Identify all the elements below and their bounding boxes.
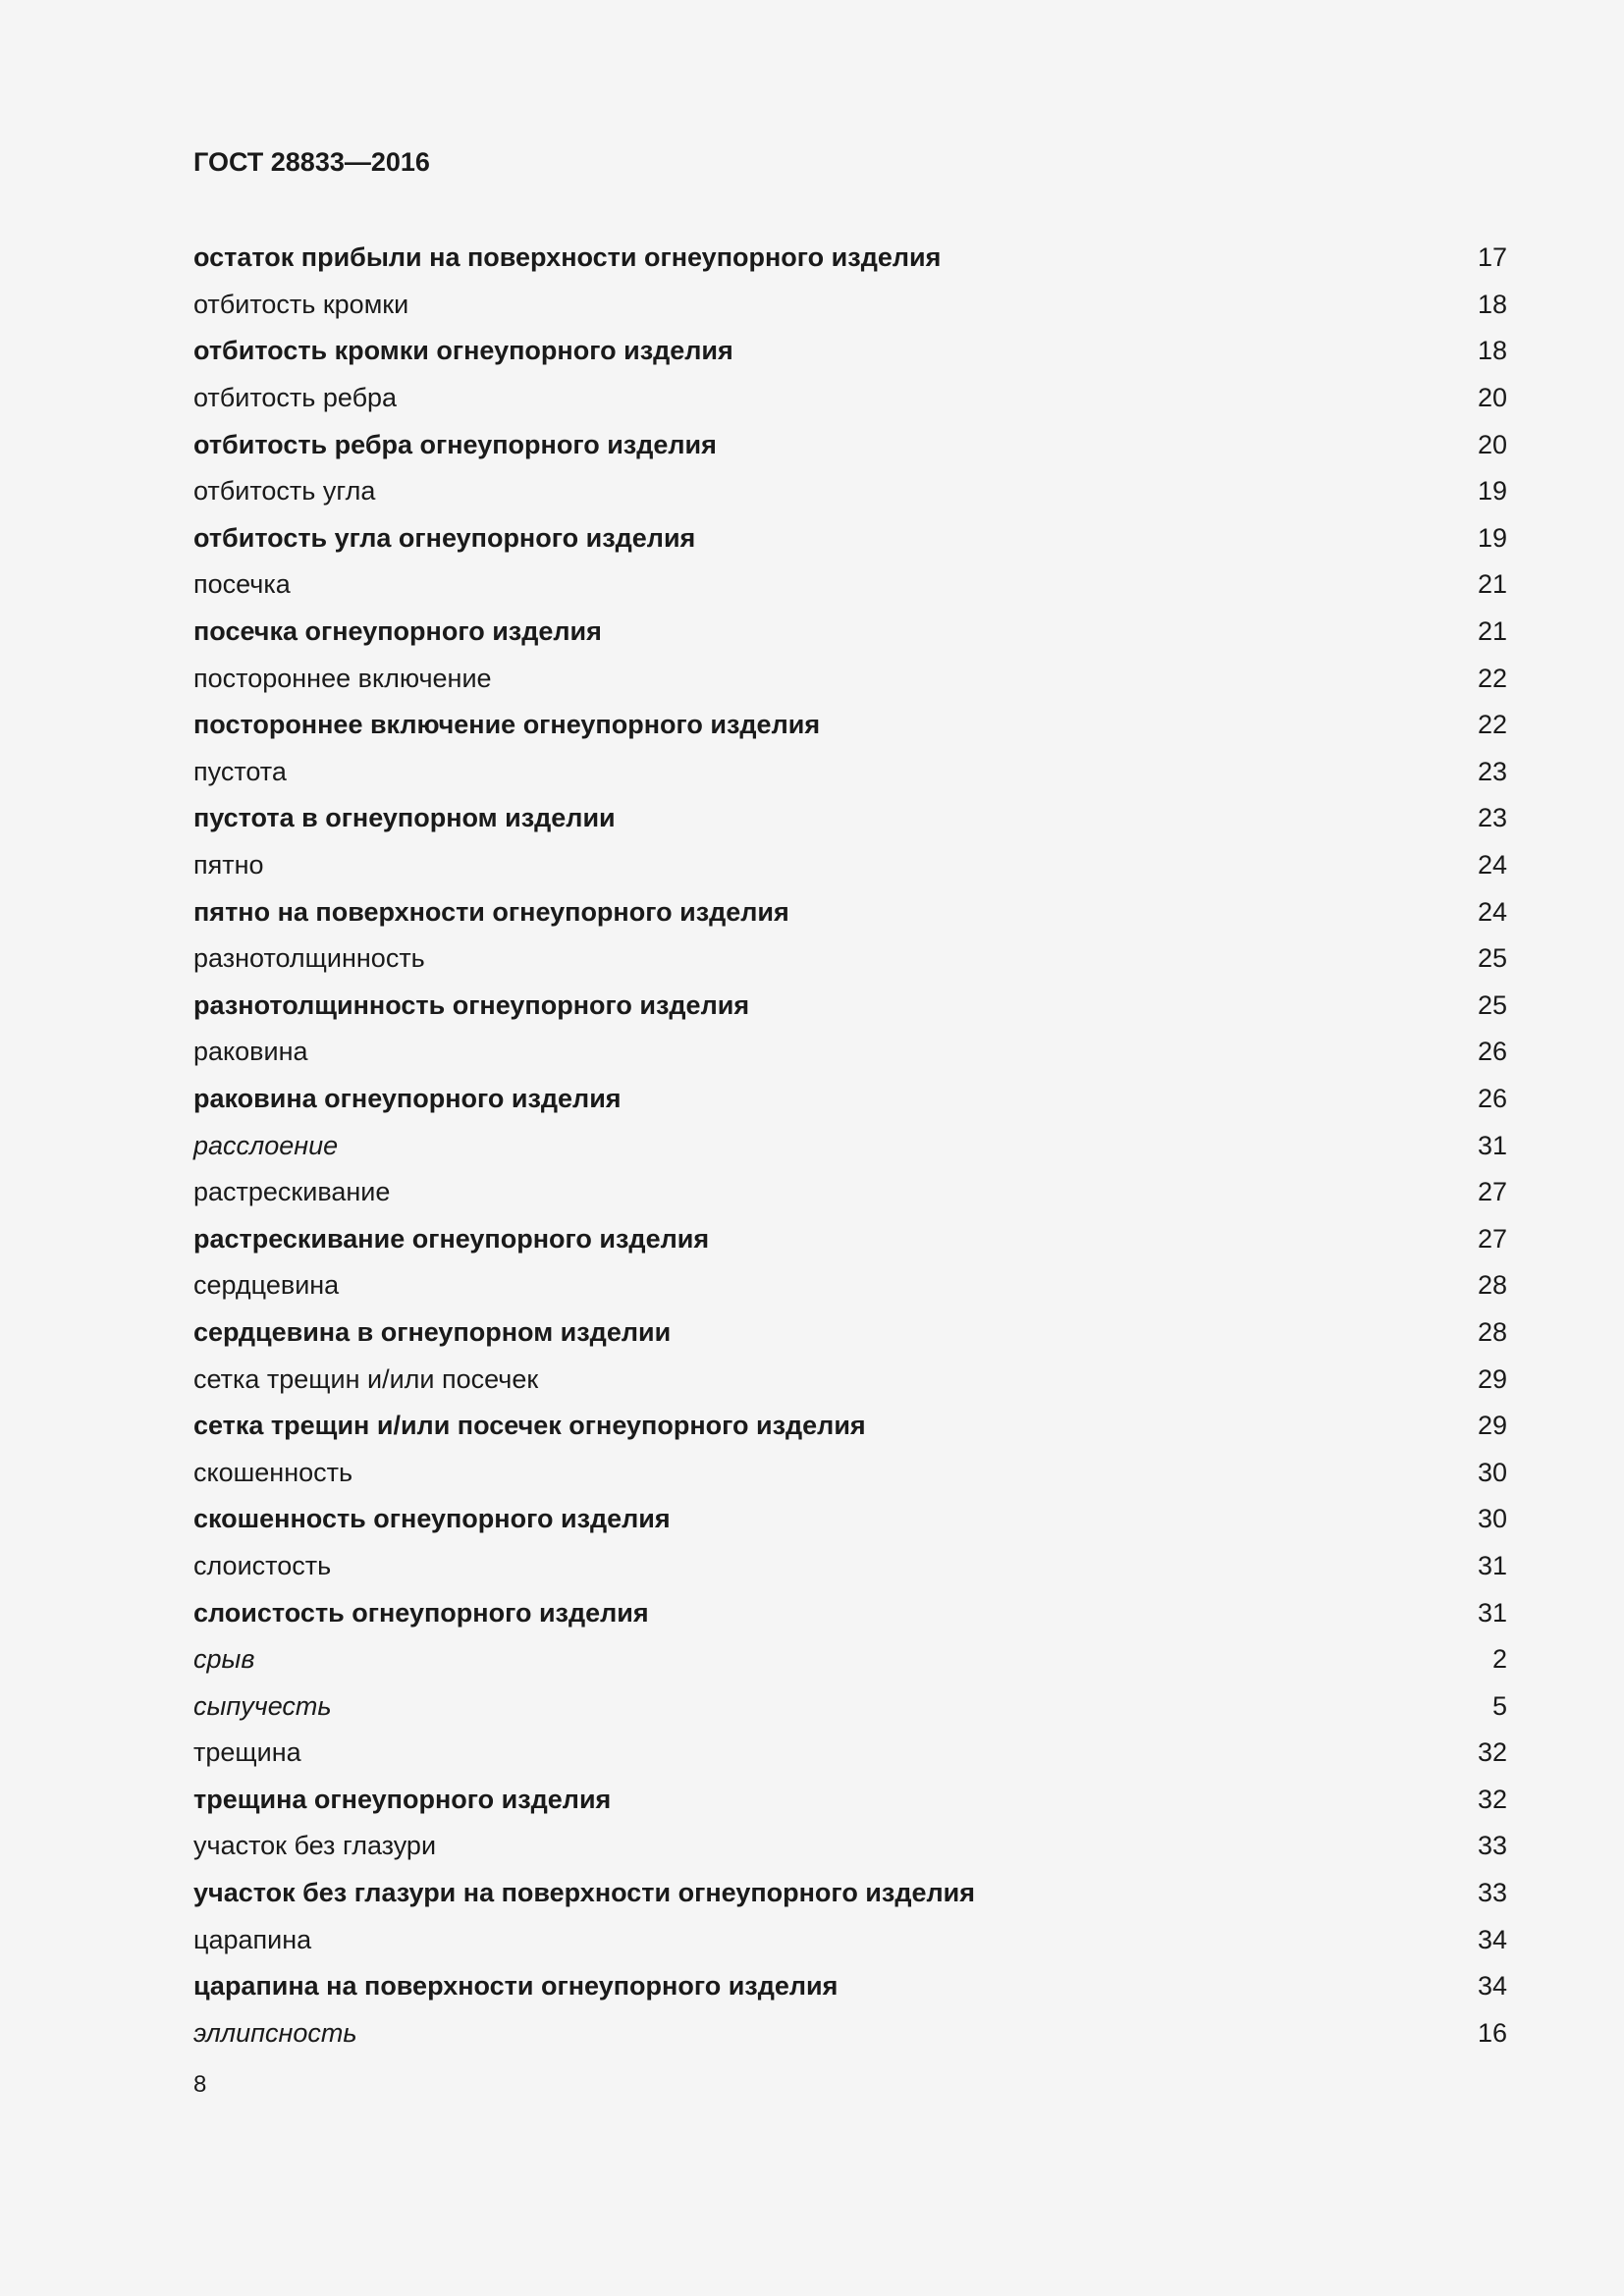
index-page-ref: 22 — [1477, 710, 1507, 740]
index-entry — [193, 1543, 1507, 1590]
index-entry — [193, 609, 1507, 656]
index-entry — [193, 1403, 1507, 1450]
index-page-ref: 31 — [1477, 1597, 1507, 1628]
index-entry — [193, 888, 1507, 935]
index-entry — [193, 1730, 1507, 1777]
index-page-ref: 25 — [1477, 989, 1507, 1020]
index-entry — [193, 1823, 1507, 1870]
index-term: разнотолщинность огнеупорного изделия — [193, 989, 750, 1020]
index-page-ref: 29 — [1477, 1363, 1507, 1394]
index-entry — [193, 1262, 1507, 1309]
index-term: сетка трещин и/или посечек — [193, 1363, 539, 1394]
index-term: слоистость — [193, 1550, 332, 1580]
index-entry — [193, 1777, 1507, 1824]
index-term: пятно — [193, 850, 264, 881]
index-entry — [193, 749, 1507, 796]
document-header: ГОСТ 28833—2016 — [193, 147, 430, 177]
index-page-ref: 20 — [1477, 429, 1507, 459]
index-entry — [193, 1169, 1507, 1216]
index-term: раковина — [193, 1037, 308, 1067]
index-entry — [193, 1870, 1507, 1917]
index-term: отбитость ребра огнеупорного изделия — [193, 429, 717, 459]
index-entry — [193, 1449, 1507, 1496]
index-term: скошенность огнеупорного изделия — [193, 1504, 671, 1534]
index-entry — [193, 1963, 1507, 2010]
index-page-ref: 28 — [1477, 1316, 1507, 1347]
index-page-ref: 27 — [1477, 1223, 1507, 1254]
index-term: царапина на поверхности огнеупорного изделия — [193, 1971, 839, 2002]
index-term: расслоение — [193, 1130, 339, 1160]
index-entry — [193, 655, 1507, 702]
index-entry — [193, 2010, 1507, 2057]
index-term: отбитость угла огнеупорного изделия — [193, 522, 696, 553]
index-term: сердцевина — [193, 1270, 340, 1301]
page-number: 8 — [193, 2071, 207, 2098]
index-page-ref: 26 — [1477, 1083, 1507, 1113]
index-term: посечка — [193, 569, 291, 600]
index-term: посечка огнеупорного изделия — [193, 616, 602, 647]
index-term: постороннее включение огнеупорного изделия — [193, 710, 821, 740]
index-term: остаток прибыли на поверхности огнеупорного изделия — [193, 242, 942, 273]
index-term: пустота — [193, 756, 287, 786]
index-page-ref: 24 — [1477, 850, 1507, 881]
index-entry — [193, 282, 1507, 329]
index-page-ref: 19 — [1477, 476, 1507, 507]
index-entry — [193, 1215, 1507, 1262]
index-entry — [193, 795, 1507, 842]
index-page-ref: 32 — [1477, 1737, 1507, 1768]
index-entry — [193, 1122, 1507, 1169]
index-term: слоистость огнеупорного изделия — [193, 1597, 649, 1628]
index-entry — [193, 1589, 1507, 1636]
index-term: пятно на поверхности огнеупорного изделия — [193, 896, 789, 927]
index-page-ref: 32 — [1477, 1784, 1507, 1814]
index-entry — [193, 935, 1507, 983]
index-page-ref: 21 — [1477, 616, 1507, 647]
index-page-ref: 27 — [1477, 1177, 1507, 1207]
index-page-ref: 23 — [1477, 756, 1507, 786]
index-entry — [193, 1916, 1507, 1963]
index-term: постороннее включение — [193, 663, 492, 693]
index-entry — [193, 515, 1507, 562]
index-page-ref: 5 — [1491, 1690, 1507, 1721]
index-term: скошенность — [193, 1457, 353, 1487]
index-term: отбитость угла — [193, 476, 376, 507]
index-term: отбитость кромки — [193, 289, 409, 319]
index-entry — [193, 1636, 1507, 1683]
index-entry — [193, 561, 1507, 609]
index-term: отбитость ребра — [193, 383, 398, 413]
index-page-ref: 19 — [1477, 522, 1507, 553]
index-page-ref: 20 — [1477, 383, 1507, 413]
index-entry — [193, 421, 1507, 468]
index-term: пустота в огнеупорном изделии — [193, 803, 616, 833]
index-page-ref: 31 — [1477, 1550, 1507, 1580]
index-entry — [193, 1076, 1507, 1123]
index-term: участок без глазури — [193, 1831, 437, 1861]
index-page-ref: 17 — [1477, 242, 1507, 273]
index-page-ref: 21 — [1477, 569, 1507, 600]
index-entry — [193, 328, 1507, 375]
index-entry — [193, 983, 1507, 1030]
index-term: сердцевина в огнеупорном изделии — [193, 1316, 672, 1347]
index-page-ref: 28 — [1477, 1270, 1507, 1301]
index-term: царапина — [193, 1924, 312, 1954]
index-term: сыпучесть — [193, 1690, 332, 1721]
index-page-ref: 34 — [1477, 1924, 1507, 1954]
index-page-ref: 22 — [1477, 663, 1507, 693]
index-page-ref: 33 — [1477, 1831, 1507, 1861]
index-entry — [193, 1356, 1507, 1403]
index-page-ref: 23 — [1477, 803, 1507, 833]
index-page-ref: 16 — [1477, 2017, 1507, 2048]
index-entry — [193, 1682, 1507, 1730]
index-entry — [193, 842, 1507, 889]
index-page-ref: 24 — [1477, 896, 1507, 927]
index-entry — [193, 235, 1507, 282]
index-page-ref: 33 — [1477, 1878, 1507, 1908]
index-page-ref: 2 — [1491, 1644, 1507, 1675]
index-term: сетка трещин и/или посечек огнеупорного изделия — [193, 1411, 866, 1441]
index-entry — [193, 375, 1507, 422]
index-entry — [193, 1309, 1507, 1357]
index-term: отбитость кромки огнеупорного изделия — [193, 336, 733, 366]
index-page-ref: 18 — [1477, 289, 1507, 319]
index-page-ref: 34 — [1477, 1971, 1507, 2002]
index-entry — [193, 1029, 1507, 1076]
index-term: трещина огнеупорного изделия — [193, 1784, 612, 1814]
index-term: растрескивание огнеупорного изделия — [193, 1223, 710, 1254]
index-term: раковина огнеупорного изделия — [193, 1083, 622, 1113]
index-page-ref: 26 — [1477, 1037, 1507, 1067]
index-term: трещина — [193, 1737, 301, 1768]
index-page-ref: 30 — [1477, 1457, 1507, 1487]
index-page-ref: 29 — [1477, 1411, 1507, 1441]
index-entry — [193, 702, 1507, 749]
index-term: разнотолщинность — [193, 943, 425, 974]
index-term: растрескивание — [193, 1177, 391, 1207]
index-page-ref: 18 — [1477, 336, 1507, 366]
index-entry — [193, 1496, 1507, 1543]
index-term: эллипсность — [193, 2017, 357, 2048]
index-page-ref: 31 — [1477, 1130, 1507, 1160]
index-term: участок без глазури на поверхности огнеупорного изделия — [193, 1878, 975, 1908]
index-page-ref: 30 — [1477, 1504, 1507, 1534]
index-page-ref: 25 — [1477, 943, 1507, 974]
index-term: срыв — [193, 1644, 255, 1675]
term-index — [193, 235, 1507, 2056]
index-entry — [193, 468, 1507, 515]
